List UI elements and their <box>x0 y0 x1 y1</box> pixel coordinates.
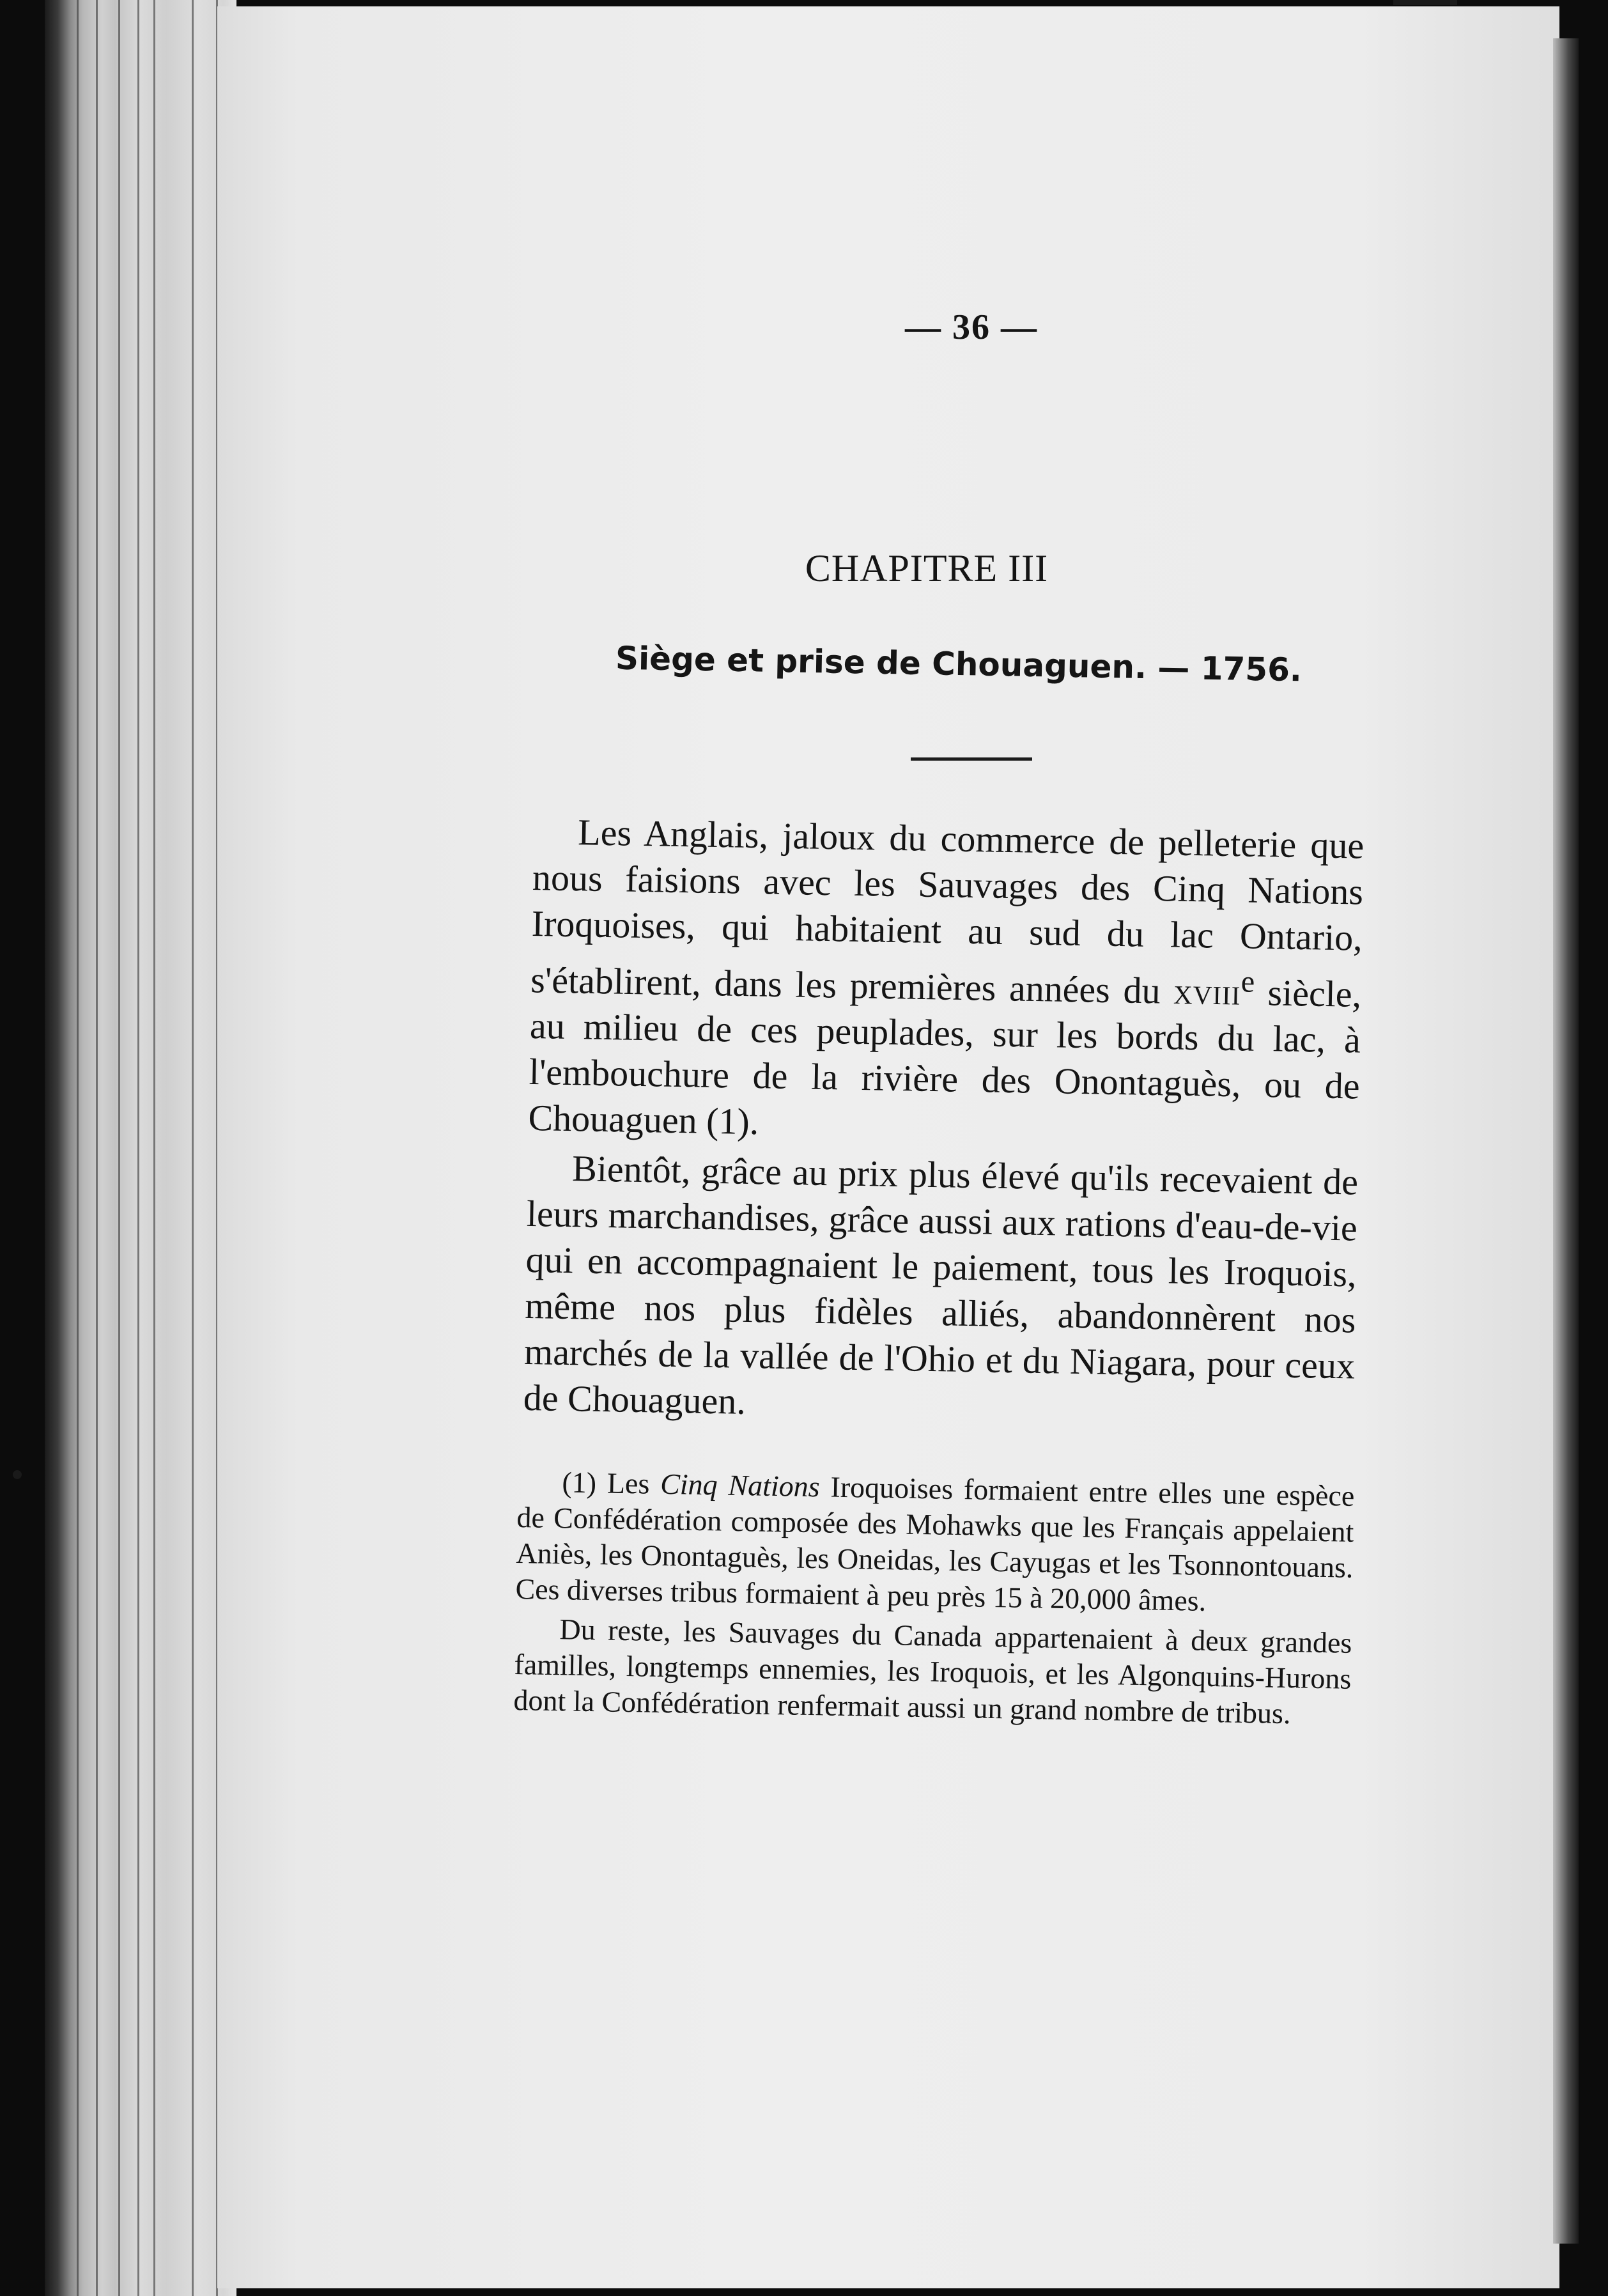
footnote-1-italic: Cinq Nations <box>660 1467 821 1503</box>
footnote-1-lead: (1) Les <box>562 1466 661 1500</box>
footnote-1-rest: Iroquoises formaient entre elles une espèce de Confédération composée des Mohawks que les Français appelaient Aniès, les Onontaguès, les Oneidas, les Cayugas et les Tsonnontouans. Ces diverses tribus formaient à peu près 15 à 20,000 âmes. <box>515 1470 1355 1617</box>
edge-line <box>96 0 98 2296</box>
page-edges <box>45 0 236 2296</box>
century-numeral: xviii <box>1173 970 1242 1013</box>
paragraph-1-start: Les Anglais, jaloux du commerce de pelleterie que nous faisions avec les Sauvages des Cinq Nations Iroquoises, qui habitaient au sud du lac Ontario, s'établirent, dans les premières années du <box>530 811 1364 1012</box>
body-text <box>523 809 1364 1439</box>
page-right-edge <box>1553 38 1579 2244</box>
footnote-1 <box>515 1464 1355 1622</box>
paragraph-1-end: siècle, au milieu de ces peuplades, sur les bords du lac, à l'embouchure de la rivière des Onontaguès, ou de Chouaguen (1). <box>527 972 1362 1143</box>
edge-line <box>118 0 120 2296</box>
century-superscript: e <box>1241 965 1255 999</box>
edge-line <box>192 0 194 2296</box>
scan-mark <box>1393 0 1457 5</box>
page-number: — 36 — <box>905 307 1038 347</box>
chapter-subtitle: Siège et prise de Chouaguen. — 1756. <box>615 639 1303 689</box>
footnote-2: Du reste, les Sauvages du Canada appartenaient à deux grandes familles, longtemps ennemies, les Iroquois, et les Algonquins-Hurons dont la Confédération renfermait aussi un grand nombre de tribus. <box>513 1613 1352 1730</box>
edge-line <box>77 0 79 2296</box>
scan-mark <box>13 1470 22 1479</box>
edge-line <box>153 0 155 2296</box>
chapter-heading: CHAPITRE III <box>805 547 1049 589</box>
footnotes <box>513 1464 1355 1737</box>
divider-rule <box>911 757 1032 761</box>
paragraph-1 <box>528 809 1364 1156</box>
paragraph-2: Bientôt, grâce au prix plus élevé qu'ils recevaient de leurs marchandises, grâce aussi aux rations d'eau-de-vie qui en accompagnaient le paiement, tous les Iroquois, même nos plus fidèles alliés, abandonnèrent nos marchés de la vallée de l'Ohio et du Niagara, pour ceux de Chouaguen. <box>523 1147 1359 1423</box>
edge-line <box>137 0 139 2296</box>
